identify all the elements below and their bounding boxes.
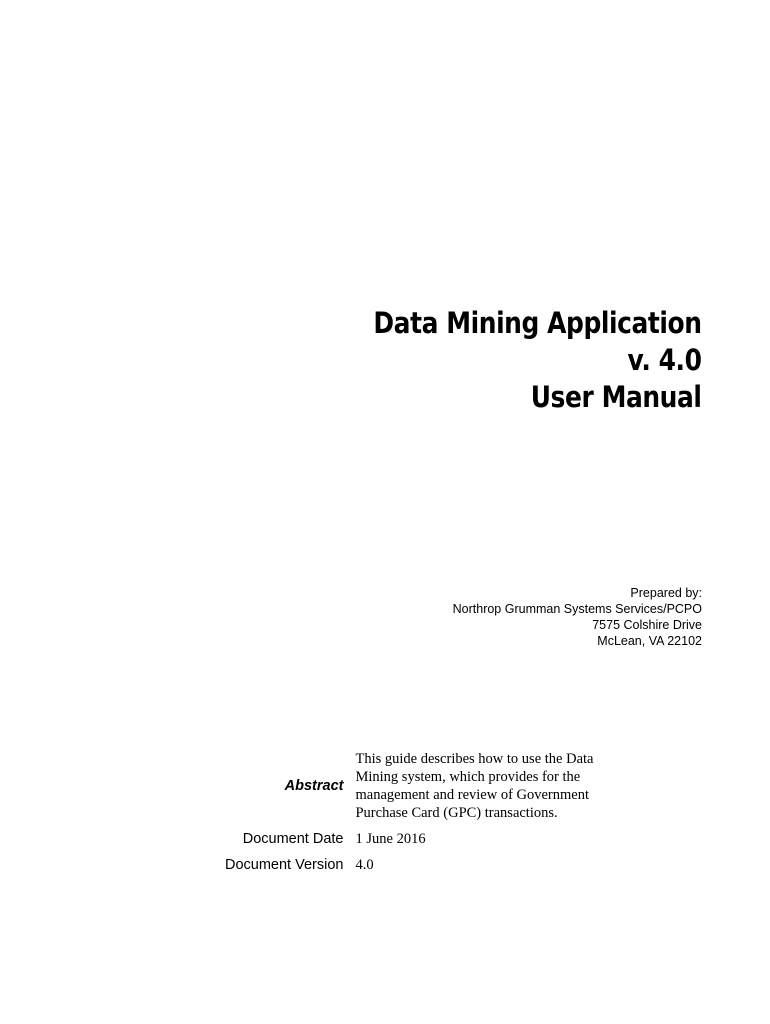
title-line-3: User Manual xyxy=(531,380,702,414)
document-date-label: Document Date xyxy=(242,831,344,847)
prepared-by-organization: Northrop Grumman Systems Services/PCPO xyxy=(452,602,702,616)
prepared-by-city: McLean, VA 22102 xyxy=(597,634,702,648)
prepared-by-block xyxy=(453,585,702,649)
abstract-label: Abstract xyxy=(284,778,344,794)
document-title xyxy=(374,305,702,416)
title-line-2: v. 4.0 xyxy=(628,343,702,377)
abstract-row xyxy=(225,747,625,825)
abstract-text: This guide describes how to use the Data Mining system, which provides for the management and review of Government Purchase Card (GPC) transactions. xyxy=(355,751,594,821)
document-version-label: Document Version xyxy=(225,857,344,873)
document-date-row xyxy=(225,825,625,853)
document-version-row xyxy=(225,853,625,877)
prepared-by-street: 7575 Colshire Drive xyxy=(592,618,702,632)
document-metadata-table xyxy=(225,747,625,877)
document-date-value: 1 June 2016 xyxy=(355,831,426,847)
document-version-value: 4.0 xyxy=(355,857,374,873)
title-line-1: Data Mining Application xyxy=(373,306,702,340)
prepared-by-label: Prepared by: xyxy=(630,586,702,600)
